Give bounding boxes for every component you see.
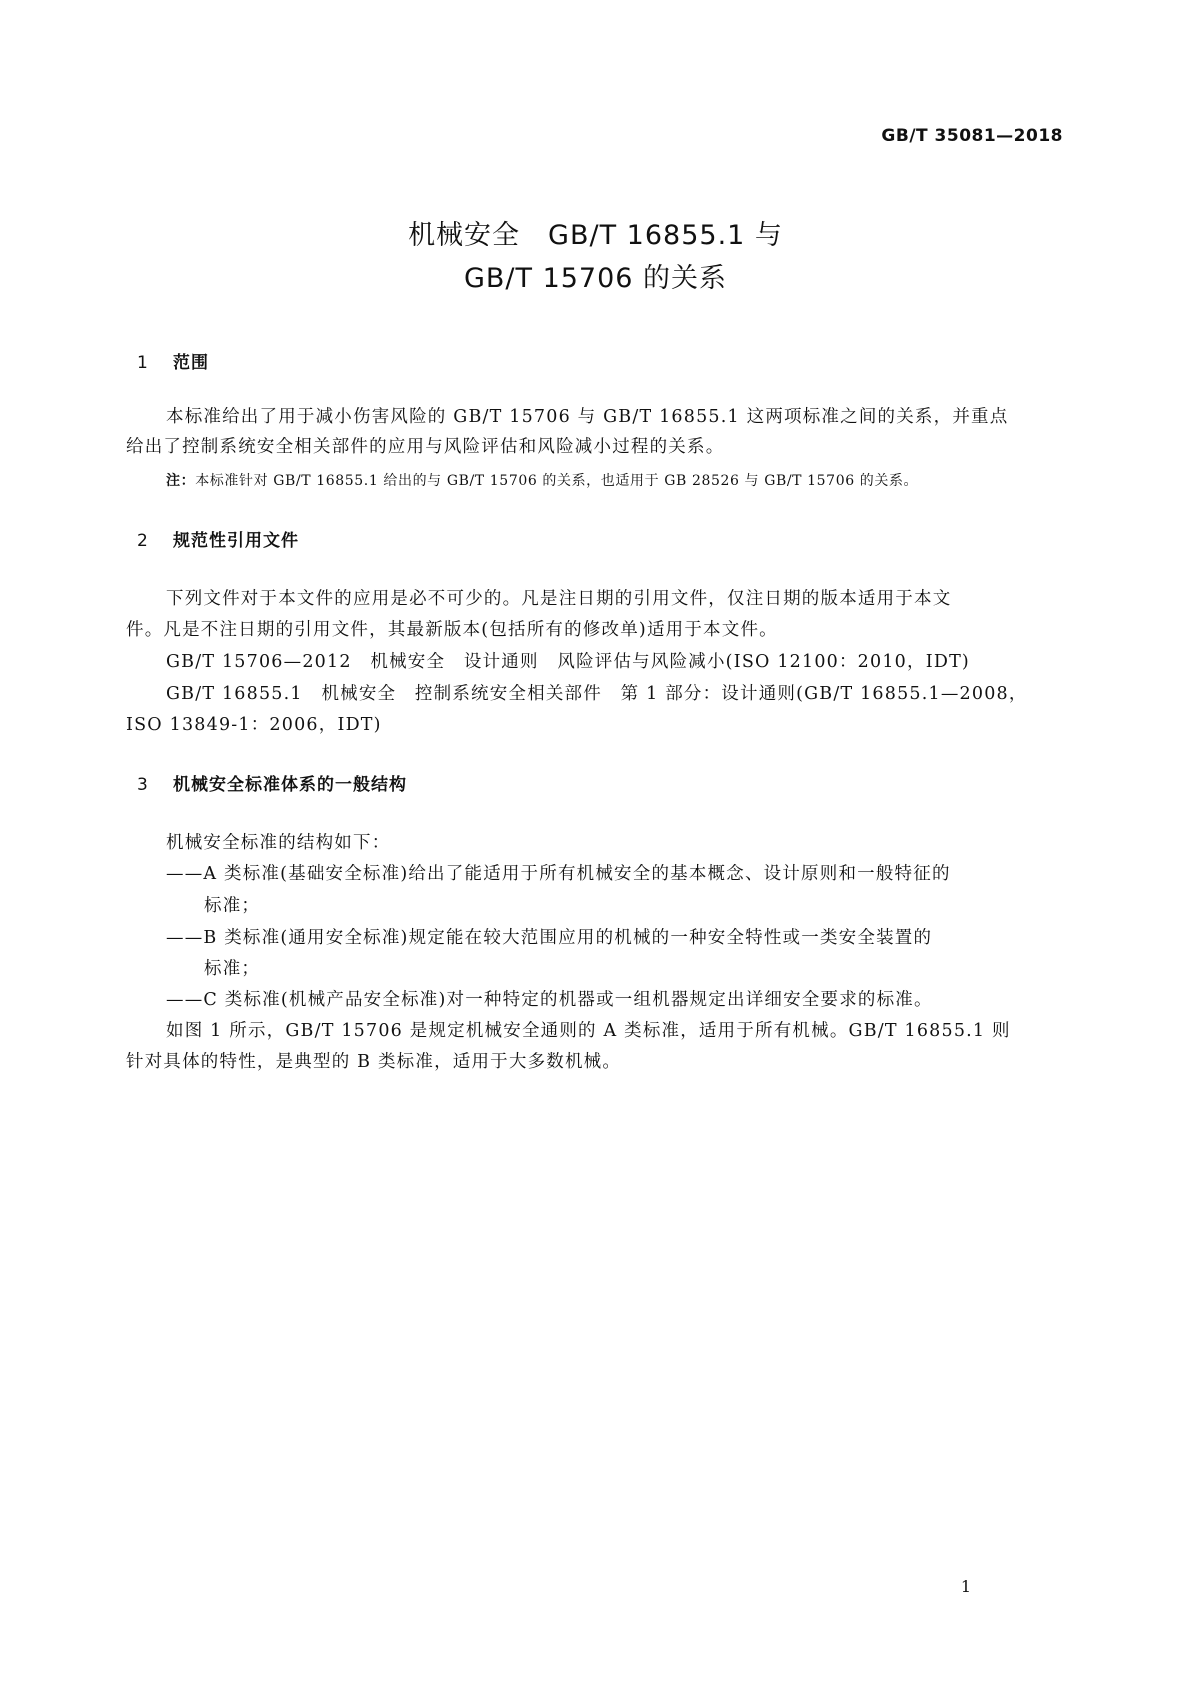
section-3-heading	[137, 770, 407, 795]
note-text: 本标准针对 GB/T 16855.1 给出的与 GB/T 15706 的关系，也适用于 GB 28526 与 GB/T 15706 的关系。	[195, 473, 919, 489]
document-number: GB/T 35081—2018	[881, 126, 1063, 146]
section-number: 3	[137, 775, 149, 795]
section-number: 1	[137, 353, 149, 373]
section-2-para-line-1: 下列文件对于本文件的应用是必不可少的。凡是注日期的引用文件，仅注日期的版本适用于本文	[166, 589, 952, 609]
list-item-b-line-2: 标准；	[204, 959, 261, 979]
section-title: 范围	[173, 353, 209, 373]
section-1-para-line-1: 本标准给出了用于减小伤害风险的 GB/T 15706 与 GB/T 16855.1 这两项标准之间的关系，并重点	[166, 407, 1009, 427]
section-number: 2	[137, 531, 149, 551]
section-2-heading	[137, 526, 299, 551]
note-label: 注：	[166, 473, 196, 489]
page-number: 1	[960, 1577, 971, 1596]
list-item-b-line-1: ——B 类标准(通用安全标准)规定能在较大范围应用的机械的一种安全特性或一类安全装置的	[166, 928, 933, 948]
reference-2-line-2: ISO 13849-1：2006，IDT)	[126, 715, 382, 735]
reference-1: GB/T 15706—2012 机械安全 设计通则 风险评估与风险减小(ISO 12100：2010，IDT)	[166, 652, 970, 672]
section-3-intro: 机械安全标准的结构如下：	[166, 833, 391, 853]
list-item-c: ——C 类标准(机械产品安全标准)对一种特定的机器或一组机器规定出详细安全要求的标准。	[166, 990, 933, 1010]
section-1-para-line-2: 给出了控制系统安全相关部件的应用与风险评估和风险减小过程的关系。	[126, 437, 725, 457]
reference-2-line-1: GB/T 16855.1 机械安全 控制系统安全相关部件 第 1 部分：设计通则(GB/T 16855.1—2008，	[166, 684, 1028, 704]
title-line-2: GB/T 15706 的关系	[463, 263, 728, 294]
section-2-para-line-2: 件。凡是不注日期的引用文件，其最新版本(包括所有的修改单)适用于本文件。	[126, 620, 778, 640]
section-1-heading	[137, 348, 209, 373]
section-1-note	[166, 470, 918, 490]
section-3-para-line-1: 如图 1 所示，GB/T 15706 是规定机械安全通则的 A 类标准，适用于所有机械。GB/T 16855.1 则	[166, 1021, 1011, 1041]
section-3-para-line-2: 针对具体的特性，是典型的 B 类标准，适用于大多数机械。	[126, 1052, 622, 1072]
section-title: 机械安全标准体系的一般结构	[173, 775, 407, 795]
title-line-1: 机械安全 GB/T 16855.1 与	[408, 220, 783, 251]
list-item-a-line-1: ——A 类标准(基础安全标准)给出了能适用于所有机械安全的基本概念、设计原则和一般特征的	[166, 864, 951, 884]
section-title: 规范性引用文件	[173, 531, 299, 551]
list-item-a-line-2: 标准；	[204, 896, 261, 916]
